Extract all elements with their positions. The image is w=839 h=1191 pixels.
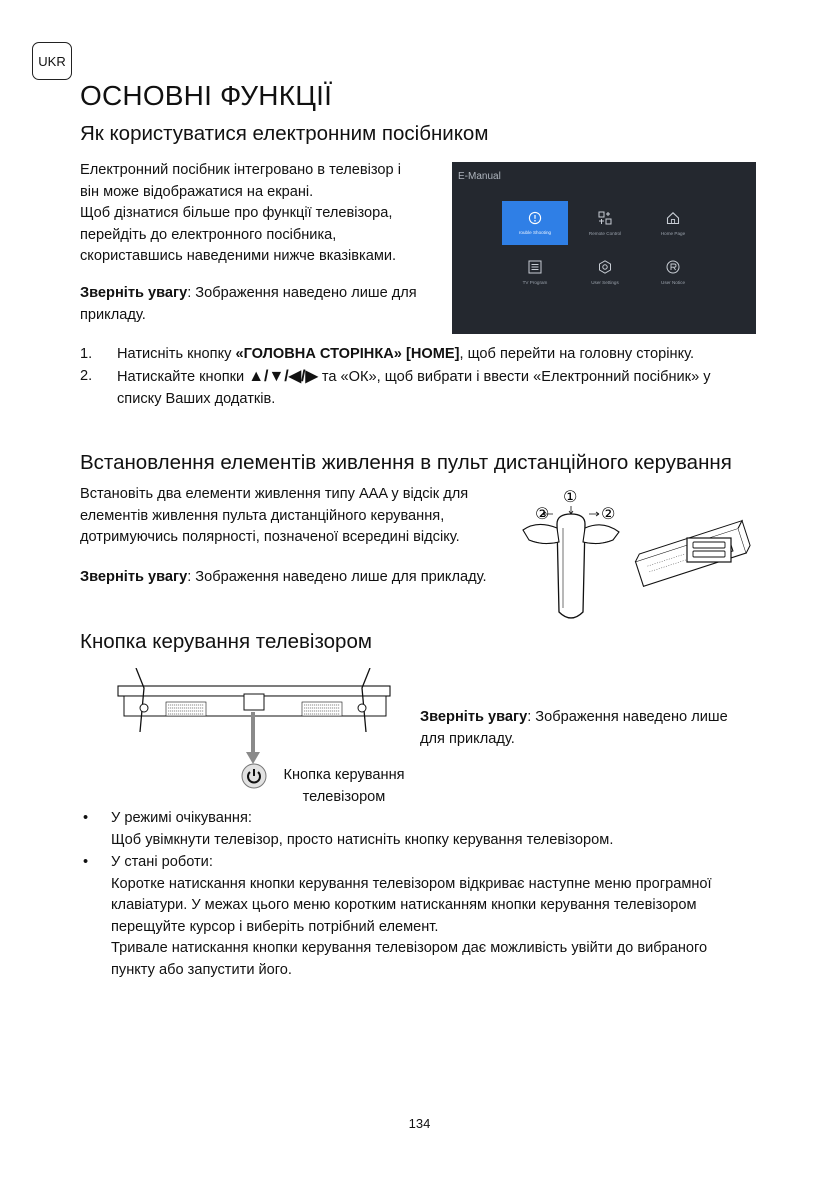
settings-icon xyxy=(597,259,613,275)
page-number: 134 xyxy=(408,1116,431,1131)
power-button-caption xyxy=(274,765,414,808)
emanual-description xyxy=(80,160,440,268)
remote-battery-illustration xyxy=(515,484,755,624)
note-text: : Зображення наведено лише для xyxy=(187,285,417,301)
emanual-screen-title: E-Manual xyxy=(458,171,501,182)
tile-label: rouble Shooting xyxy=(518,230,552,235)
text-line: перейдіть до електронного посібника, xyxy=(80,226,337,243)
step-text: Натисніть кнопку xyxy=(117,346,236,362)
caption-line: Кнопка керування xyxy=(283,767,405,783)
tile-user-notice xyxy=(640,250,706,294)
section-heading-batteries: Встановлення елементів живлення в пульт дистанційного керування xyxy=(80,451,732,474)
bullet-title: У стані роботи: xyxy=(111,854,213,870)
step-text: , щоб перейти на головну сторінку. xyxy=(459,346,695,362)
arrow-keys-glyphs: ▲/▼/◀/▶ xyxy=(248,368,318,385)
text-line: Встановіть два елементи живлення типу AAA у відсік для xyxy=(80,486,469,502)
info-icon xyxy=(528,211,542,225)
step-text-cont: списку Ваших додатків. xyxy=(117,390,276,407)
emanual-screenshot xyxy=(452,162,756,334)
emanual-note xyxy=(80,283,440,326)
step-bold: «ГОЛОВНА СТОРІНКА» [HOME] xyxy=(235,346,460,362)
notice-icon xyxy=(665,259,681,275)
note-label: Зверніть увагу xyxy=(80,569,188,585)
power-button-icon xyxy=(241,763,267,789)
batteries-description xyxy=(80,484,510,549)
bullet-text: Коротке натискання кнопки керування телевізором відкриває наступне меню програмної xyxy=(111,875,712,892)
text-line: скориставшись наведеними нижче вказівками. xyxy=(80,248,397,265)
home-icon xyxy=(665,210,681,226)
note-text-cont: для прикладу. xyxy=(420,730,515,747)
tile-label: Home Page xyxy=(660,231,686,236)
caption-line: телевізором xyxy=(302,788,386,805)
tile-label: TV Program xyxy=(522,280,548,285)
tile-user-settings xyxy=(572,250,638,294)
bullet-text: Тривале натискання кнопки керування телевізором дає можливість увійти до вибраного xyxy=(111,940,708,957)
text-line: Щоб дізнатися більше про функції телевізора, xyxy=(80,205,393,222)
bullet-text: пункту або запустити його. xyxy=(111,961,292,978)
tile-label: User Notice xyxy=(661,280,685,285)
bullet-title: У режимі очікування: xyxy=(111,810,252,826)
tile-label: Remote Control xyxy=(588,231,622,236)
remote-icon xyxy=(597,210,613,226)
tv-bottom-illustration xyxy=(116,668,394,770)
text-line: Електронний посібник інтегровано в телевізор і xyxy=(80,162,401,178)
note-text-cont: прикладу. xyxy=(80,306,146,323)
callout-1: ① xyxy=(563,487,578,506)
step-1 xyxy=(80,344,780,366)
text-line: він може відображатися на екрані. xyxy=(80,183,314,200)
section-heading-tv-button: Кнопка керування телевізором xyxy=(80,630,372,653)
bullet-working xyxy=(80,852,780,982)
bullet-text: перещуйте курсор і виберіть потрібний елемент. xyxy=(111,918,439,935)
tile-tv-program xyxy=(502,250,568,294)
tile-home-page xyxy=(640,201,706,245)
bullet-text: клавіатури. У межах цього меню коротким натисканням кнопки керування телевізором xyxy=(111,897,697,914)
note-label: Зверніть увагу xyxy=(420,709,528,725)
step-number: 2. xyxy=(80,368,93,384)
step-2 xyxy=(80,366,780,410)
step-number: 1. xyxy=(80,346,93,362)
list-icon xyxy=(527,259,543,275)
step-text: та «ОК», щоб вибрати і ввести «Електронний посібник» у xyxy=(317,369,711,385)
language-tab: UKR xyxy=(32,42,72,80)
tile-label: User Settings xyxy=(591,280,619,285)
callout-2-left: ② xyxy=(535,504,550,523)
page-title: ОСНОВНІ ФУНКЦІЇ xyxy=(80,80,333,111)
note-text: : Зображення наведено лише для прикладу. xyxy=(187,569,487,585)
step-text: Натискайте кнопки xyxy=(117,369,249,385)
bullet-dot: • xyxy=(83,810,89,826)
note-label: Зверніть увагу xyxy=(80,285,188,301)
tile-troubleshooting xyxy=(502,201,568,245)
batteries-note xyxy=(80,567,520,589)
bullet-dot: • xyxy=(83,854,89,870)
tv-button-note xyxy=(420,707,760,750)
section-heading-emanual: Як користуватися електронним посібником xyxy=(80,122,489,145)
text-line: дотримуючись полярності, позначеної всередині відсіку. xyxy=(80,529,460,546)
bullet-standby xyxy=(80,808,780,851)
note-text: : Зображення наведено лише xyxy=(527,709,728,725)
text-line: елементів живлення пульта дистанційного керування, xyxy=(80,507,445,524)
bullet-text: Щоб увімкнути телевізор, просто натисніть кнопку керування телевізором. xyxy=(111,831,614,848)
tile-remote-control xyxy=(572,201,638,245)
callout-2-right: ② xyxy=(601,504,616,523)
